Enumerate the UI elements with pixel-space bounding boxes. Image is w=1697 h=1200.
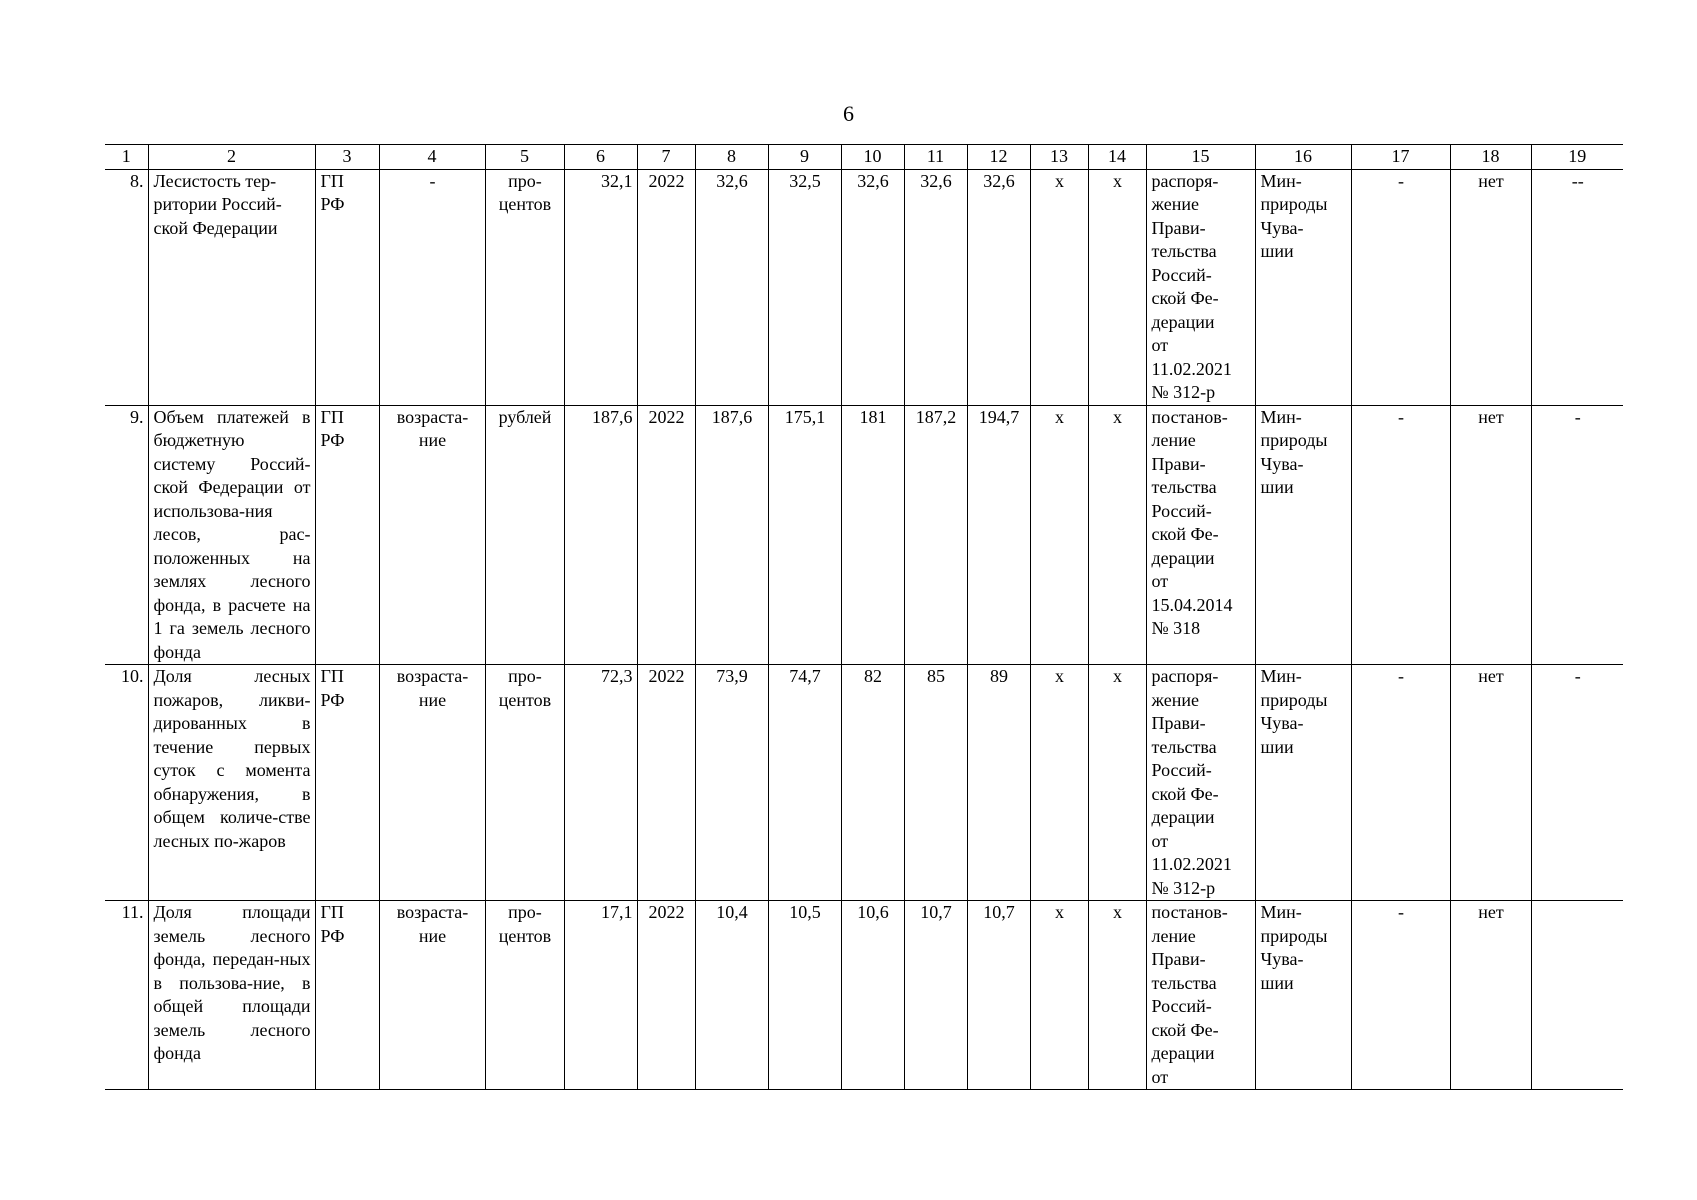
value-cell: 175,1: [768, 405, 841, 665]
column-number-header: [105, 145, 1623, 170]
indicator-source: ГП РФ: [315, 169, 379, 405]
value-cell: 187,6: [695, 405, 768, 665]
value-cell: х: [1088, 901, 1146, 1090]
table-row: [105, 901, 1623, 1090]
value-cell: 181: [841, 405, 904, 665]
value-cell: 89: [967, 665, 1030, 901]
base-value: 32,1: [564, 169, 637, 405]
indicator-name: Доля лесных пожаров, ликви-дированных в течение первых суток с момента обнаружения, в общем количе-стве лесных по-жаров: [148, 665, 315, 901]
value-cell: 187,2: [904, 405, 967, 665]
value-cell: 10,6: [841, 901, 904, 1090]
indicator-trend: возраста- ние: [379, 665, 485, 901]
value-cell: нет: [1450, 665, 1531, 901]
indicator-name: Доля площади земель лесного фонда, передан-ных в пользова-ние, в общей площади земель лесного фонда: [148, 901, 315, 1090]
col-header: 10: [841, 145, 904, 170]
col-header: 8: [695, 145, 768, 170]
value-cell: 194,7: [967, 405, 1030, 665]
indicator-trend: возраста- ние: [379, 901, 485, 1090]
value-cell: х: [1030, 169, 1088, 405]
col-header: 14: [1088, 145, 1146, 170]
indicator-unit: рублей: [485, 405, 564, 665]
col-header: 16: [1255, 145, 1351, 170]
col-header: 9: [768, 145, 841, 170]
responsible-body: Мин- природы Чува- шии: [1255, 405, 1351, 665]
value-cell: х: [1030, 405, 1088, 665]
value-cell: 32,6: [904, 169, 967, 405]
value-cell: -: [1351, 405, 1450, 665]
table-row: [105, 169, 1623, 405]
value-cell: 32,5: [768, 169, 841, 405]
base-year: 2022: [637, 405, 695, 665]
col-header: 17: [1351, 145, 1450, 170]
indicators-table: [105, 144, 1623, 1090]
indicator-name: Объем платежей в бюджетную систему Россий-ской Федерации от использова-ния лесов, рас-положенных на землях лесного фонда, в расчете на 1 га земель лесного фонда: [148, 405, 315, 665]
table-row: [105, 405, 1623, 665]
indicator-unit: про- центов: [485, 169, 564, 405]
col-header: 1: [105, 145, 148, 170]
value-cell: 82: [841, 665, 904, 901]
col-header: 7: [637, 145, 695, 170]
base-value: 72,3: [564, 665, 637, 901]
value-cell: 10,5: [768, 901, 841, 1090]
value-cell: -: [1351, 901, 1450, 1090]
value-cell: 10,7: [904, 901, 967, 1090]
value-cell: -: [1531, 405, 1623, 665]
col-header: 13: [1030, 145, 1088, 170]
indicator-trend: -: [379, 169, 485, 405]
value-cell: [1531, 901, 1623, 1090]
value-cell: нет: [1450, 901, 1531, 1090]
base-year: 2022: [637, 169, 695, 405]
value-cell: х: [1088, 169, 1146, 405]
indicator-source: ГП РФ: [315, 405, 379, 665]
base-year: 2022: [637, 901, 695, 1090]
responsible-body: Мин- природы Чува- шии: [1255, 169, 1351, 405]
legal-document: постанов- ление Прави- тельства Россий- ской Фе- дерации от: [1146, 901, 1255, 1090]
base-value: 187,6: [564, 405, 637, 665]
row-number: 9.: [105, 405, 148, 665]
value-cell: х: [1030, 665, 1088, 901]
col-header: 11: [904, 145, 967, 170]
col-header: 19: [1531, 145, 1623, 170]
value-cell: 85: [904, 665, 967, 901]
legal-document: постанов- ление Прави- тельства Россий- ской Фе- дерации от 15.04.2014 № 318: [1146, 405, 1255, 665]
table-row: [105, 665, 1623, 901]
value-cell: 32,6: [967, 169, 1030, 405]
indicator-unit: про- центов: [485, 665, 564, 901]
col-header: 15: [1146, 145, 1255, 170]
value-cell: 10,4: [695, 901, 768, 1090]
indicator-source: ГП РФ: [315, 665, 379, 901]
value-cell: 74,7: [768, 665, 841, 901]
value-cell: 32,6: [695, 169, 768, 405]
indicator-name: Лесистость тер- ритории Россий- ской Федерации: [148, 169, 315, 405]
col-header: 4: [379, 145, 485, 170]
value-cell: нет: [1450, 405, 1531, 665]
value-cell: нет: [1450, 169, 1531, 405]
row-number: 8.: [105, 169, 148, 405]
value-cell: 73,9: [695, 665, 768, 901]
value-cell: х: [1088, 405, 1146, 665]
value-cell: х: [1088, 665, 1146, 901]
responsible-body: Мин- природы Чува- шии: [1255, 901, 1351, 1090]
base-year: 2022: [637, 665, 695, 901]
col-header: 5: [485, 145, 564, 170]
base-value: 17,1: [564, 901, 637, 1090]
value-cell: 10,7: [967, 901, 1030, 1090]
page-number: 6: [843, 101, 854, 126]
legal-document: распоря- жение Прави- тельства Россий- ской Фе- дерации от 11.02.2021 № 312-р: [1146, 665, 1255, 901]
row-number: 10.: [105, 665, 148, 901]
indicator-unit: про- центов: [485, 901, 564, 1090]
row-number: 11.: [105, 901, 148, 1090]
value-cell: 32,6: [841, 169, 904, 405]
legal-document: распоря- жение Прави- тельства Россий- ской Фе- дерации от 11.02.2021 № 312-р: [1146, 169, 1255, 405]
col-header: 2: [148, 145, 315, 170]
indicator-trend: возраста- ние: [379, 405, 485, 665]
col-header: 12: [967, 145, 1030, 170]
value-cell: х: [1030, 901, 1088, 1090]
indicator-source: ГП РФ: [315, 901, 379, 1090]
value-cell: -: [1351, 169, 1450, 405]
col-header: 3: [315, 145, 379, 170]
responsible-body: Мин- природы Чува- шии: [1255, 665, 1351, 901]
value-cell: --: [1531, 169, 1623, 405]
col-header: 18: [1450, 145, 1531, 170]
col-header: 6: [564, 145, 637, 170]
value-cell: -: [1531, 665, 1623, 901]
value-cell: -: [1351, 665, 1450, 901]
